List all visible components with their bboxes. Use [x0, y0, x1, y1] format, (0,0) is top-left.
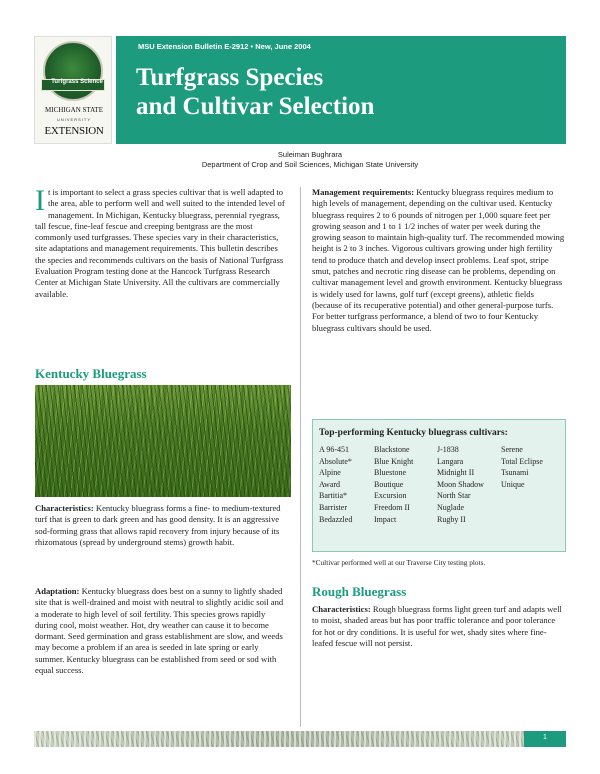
cultivar-column-4 — [501, 444, 561, 525]
cultivar-item: Absolute* — [319, 456, 352, 466]
seal-text: Turfgrass Science — [51, 79, 103, 85]
cultivar-item: Bedazzled — [319, 514, 353, 524]
cultivar-item: Unique — [501, 479, 525, 489]
logo-extension: EXTENSION — [44, 125, 104, 137]
cultivar-item: Nuglade — [437, 502, 465, 512]
cultivar-item: J-1838 — [437, 445, 459, 454]
document-title — [136, 63, 556, 121]
cultivar-item: Award — [319, 479, 341, 489]
rough-heading: Rough Bluegrass — [312, 584, 407, 599]
cultivar-item: Blackstone — [374, 445, 410, 454]
cultivar-item: Midnight II — [437, 468, 475, 478]
cultivar-item: Blue Knight — [374, 456, 414, 466]
characteristics-text: Kentucky bluegrass forms a fine- to medium-textured turf that is green to dark green and has good density. It is an aggressive sod-forming grass that allows rapid recovery from injury because of its rhizomatous (spread by underground stems) growth habit. — [35, 503, 281, 547]
rough-characteristics-label: Characteristics: — [312, 604, 371, 614]
cultivar-item: Total Eclipse — [501, 456, 543, 466]
column-divider — [300, 187, 301, 727]
cultivar-item: Freedom II — [374, 502, 410, 512]
drop-cap: I — [35, 184, 45, 217]
cultivar-item: Impact — [374, 514, 397, 524]
extension-logo — [34, 36, 112, 144]
logo-university-word: UNIVERSITY — [56, 117, 91, 122]
kentucky-adaptation — [35, 586, 289, 676]
logo-university-name: MICHIGAN STATE — [45, 106, 103, 114]
cultivar-box — [312, 419, 566, 552]
cultivar-column-2 — [374, 444, 437, 525]
rough-characteristics — [312, 604, 566, 649]
title-banner — [116, 36, 566, 144]
cultivar-item: A 96-451 — [319, 445, 349, 454]
adaptation-label: Adaptation: — [35, 586, 80, 596]
page-number-box — [524, 731, 566, 747]
cultivar-footnote: *Cultivar performed well at our Traverse City testing plots. — [312, 558, 486, 567]
rough-characteristics-text: Rough bluegrass forms light green turf and adapts well to moist, shaded areas but has poor traffic tolerance and poor tolerance for hot or dry conditions. It is useful for wet, shady sites where fine-leafed fescue will not persist. — [312, 604, 562, 648]
cultivar-item: Bartitia* — [319, 491, 347, 501]
cultivar-item: Bluestone — [374, 468, 406, 478]
cultivar-column-3 — [437, 444, 501, 525]
management-label: Management requirements: — [312, 187, 415, 197]
cultivar-item: Moon Shadow — [437, 479, 484, 489]
cultivar-item: Barrister — [319, 502, 347, 512]
bulletin-line: MSU Extension Bulletin E-2912 • New, June 2004 — [138, 42, 311, 51]
adaptation-text: Kentucky bluegrass does best on a sunny to lightly shaded site that is well-drained and moist with neutral to slightly acidic soil and a moderate to high level of soil fertility. This species grows rapidly during cool, moist weather. Hot, dry weather can cause it to become dormant. Seed germination and grass establishment are slow, and weeds may become a problem if an area is seeded in late spring or early summer. Kentucky bluegrass can be established from seed or sod with equal success. — [35, 586, 284, 676]
intro-paragraph — [35, 184, 289, 300]
cultivar-item: Alpine — [319, 468, 341, 478]
grass-photo — [35, 385, 291, 497]
kentucky-characteristics — [35, 503, 289, 548]
cultivar-item: North Star — [437, 491, 471, 501]
intro-text: t is important to select a grass species cultivar that is well adapted to the area, able to perform well and well suited to the intended level of management. In Michigan, Kentucky bluegrass, perennial ryegrass, tall fescue, fine-leaf fescue and creeping bentgrass are the most commonly used turfgrasses. These species vary in their characteristics, site adaptations and management requirements. This bulletin describes the species and recommends cultivars on the basis of National Turfgrass Evaluation Program testing done at the Hancock Turfgrass Research Center at Michigan State University. All the cultivars are commercially available. — [35, 187, 285, 299]
cultivar-item: Serene — [501, 445, 523, 454]
characteristics-label: Characteristics: — [35, 503, 94, 513]
footer-grass-band — [34, 731, 524, 747]
title-line-2: and Cultivar Selection — [136, 93, 375, 120]
cultivar-column-1 — [319, 444, 374, 525]
cultivar-item: Rugby II — [437, 514, 466, 524]
kentucky-heading: Kentucky Bluegrass — [35, 366, 147, 381]
cultivar-grid — [319, 444, 561, 525]
turfgrass-seal-icon — [43, 41, 103, 101]
author: Suleiman Bughrara — [277, 150, 343, 159]
cultivar-title: Top-performing Kentucky bluegrass cultivars: — [319, 428, 508, 438]
cultivar-item: Tsunami — [501, 468, 529, 478]
cultivar-item: Excursion — [374, 491, 407, 501]
page-number: 1 — [543, 734, 547, 741]
title-line-1: Turfgrass Species — [136, 64, 324, 91]
management-text: Kentucky bluegrass requires medium to high levels of management, depending on the cultivar used. Kentucky bluegrass requires 2 to 6 pounds of nitrogen per 1,000 square feet per growing season and 1 to 1 1/2 inches of water per week during the growing season to maintain high-quality turf. The recommended mowing height is 2 to 3 inches. Vigorous cultivars growing under high fertility tend to produce thatch and develop insect problems. Leaf spot, stripe smut, patches and necrotic ring disease can be problems, depending on cultivar management level and growth environment. Kentucky bluegrass is widely used for lawns, golf turf (except greens), athletic fields (because of its recuperative potential) and other general-purpose turfs. For better turfgrass performance, a blend of two to four Kentucky bluegrass cultivars should be used. — [312, 187, 565, 333]
cultivar-item: Langara — [437, 456, 464, 466]
cultivar-item: Boutique — [374, 479, 404, 489]
department: Department of Crop and Soil Sciences, Michigan State University — [201, 160, 419, 169]
kentucky-management — [312, 187, 566, 334]
